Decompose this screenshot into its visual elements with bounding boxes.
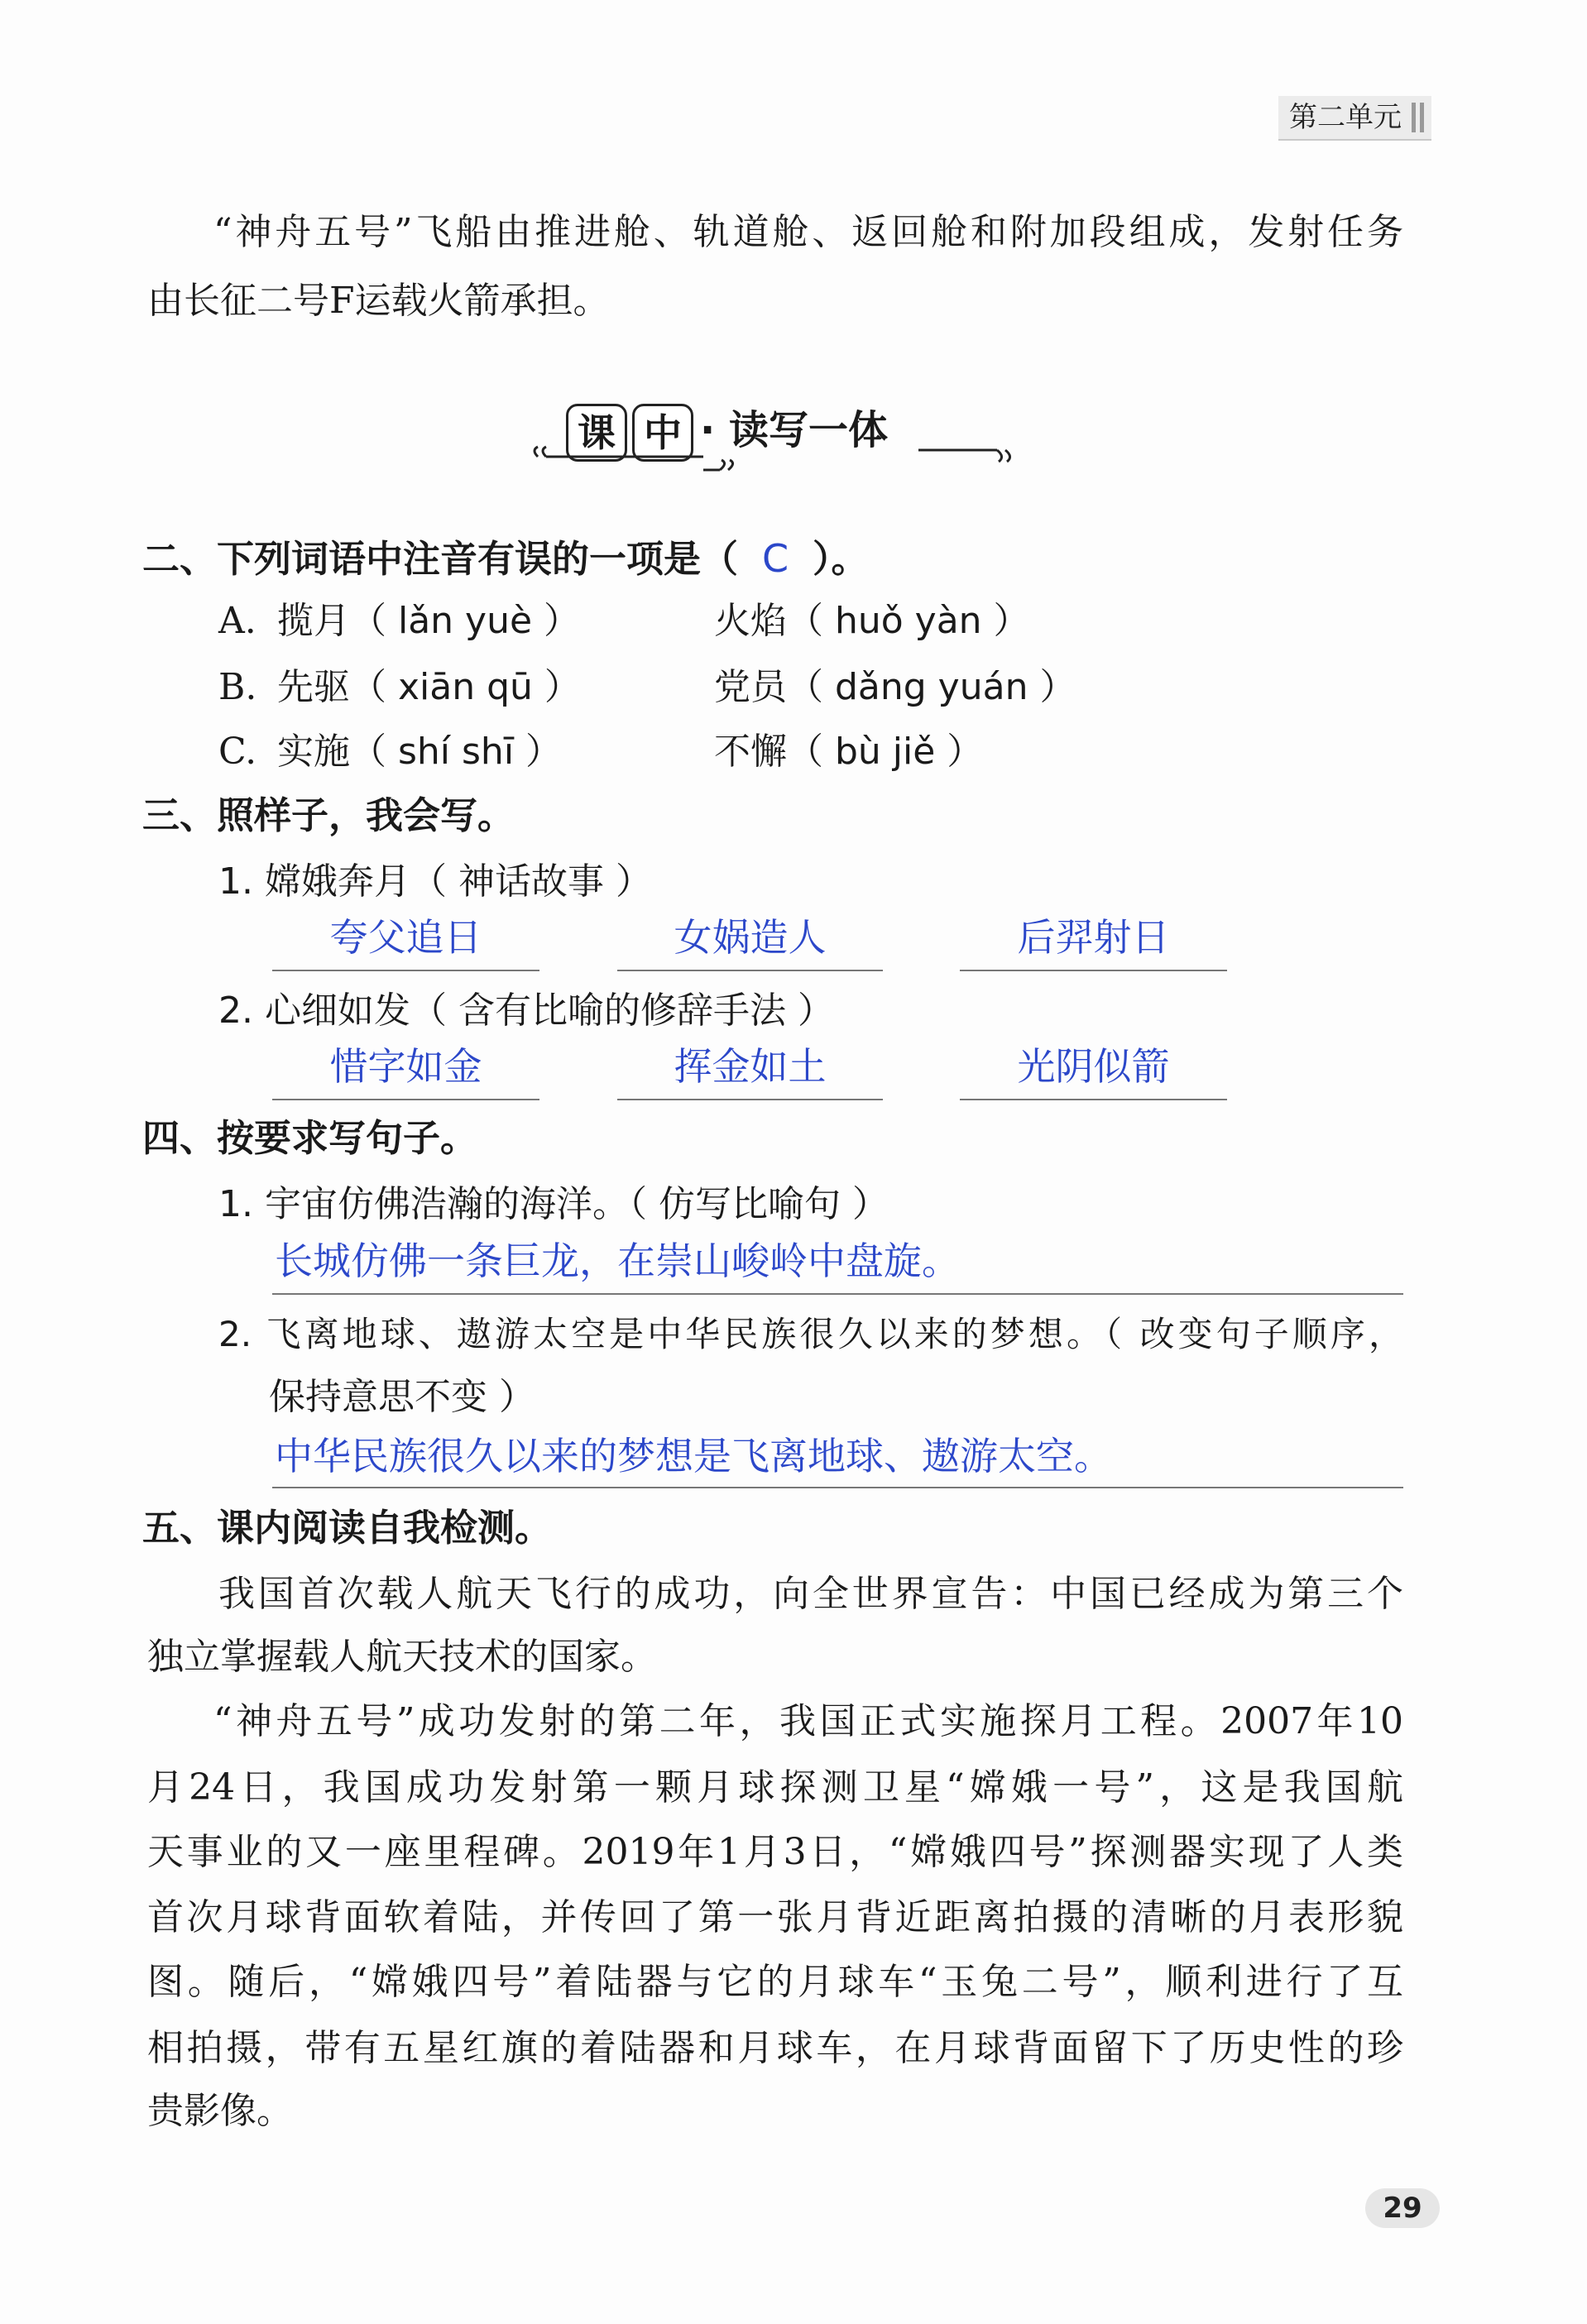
passage-line: 月24日，我国成功发射第一颗月球探测卫星“嫦娥一号”，这是我国航 [147,1766,1403,1809]
option-word-2: 党员（ dǎng yuán ） [714,666,1076,708]
q4-item-2-prompt-line-1: 2. 飞离地球、遨游太空是中华民族很久以来的梦想。（ 改变句子顺序， [218,1314,1403,1354]
unit-label: 第二单元 [1289,101,1402,134]
q3-item-2-answer-1: 惜字如金 [329,1044,482,1089]
answer-underline [272,1099,539,1100]
answer-underline [617,970,883,971]
section-title-text: · 读写一体 [700,407,888,453]
answer-underline [960,970,1227,971]
intro-line-1: “神舟五号”飞船由推进舱、轨道舱、返回舱和附加段组成，发射任务 [213,211,1403,253]
q4-item-1-answer: 长城仿佛一条巨龙，在崇山峻岭中盘旋。 [275,1239,960,1283]
page-number: 29 [1365,2188,1440,2228]
q3-item-1-prompt: 1. 嫦娥奔月（ 神话故事 ） [218,860,652,903]
q3-item-2-answer-2: 挥金如土 [674,1044,827,1089]
passage-line: 独立掌握载人航天技术的国家。 [147,1636,657,1678]
option-letter: C. [218,731,257,773]
section-swirl-decoration [530,438,1018,480]
q3-item-2-answer-3: 光阴似箭 [1017,1044,1170,1089]
passage-line: 天事业的又一座里程碑。2019年1月3日，“嫦娥四号”探测器实现了人类 [147,1831,1403,1873]
answer-underline [272,1487,1403,1488]
q3-item-1-answer-2: 女娲造人 [674,915,827,960]
q3-item-2-prompt: 2. 心细如发（ 含有比喻的修辞手法 ） [218,989,834,1032]
option-word-2: 火焰（ huǒ yàn ） [714,600,1030,642]
q4-heading: 四、按要求写句子。 [142,1116,478,1160]
unit-bar-decoration [1412,103,1416,132]
option-word-1: 实施（ shí shī ） [277,731,563,773]
passage-line: 相拍摄，带有五星红旗的着陆器和月球车，在月球背面留下了历史性的珍 [147,2027,1403,2069]
option-word-1: 揽月（ lǎn yuè ） [277,600,581,642]
q4-item-1-prompt: 1. 宇宙仿佛浩瀚的海洋。（ 仿写比喻句 ） [218,1183,889,1225]
section-box-zhong: 中 [632,404,693,462]
passage-line: 图。随后，“嫦娥四号”着陆器与它的月球车“玉兔二号”，顺利进行了互 [147,1961,1403,2003]
unit-bar-decoration [1420,103,1424,132]
option-word-1: 先驱（ xiān qū ） [277,666,581,708]
answer-underline [617,1099,883,1100]
q3-item-1-answer-3: 后羿射日 [1017,915,1170,960]
answer-underline [272,1293,1403,1295]
option-letter: A. [218,600,257,642]
option-word-2: 不懈（ bù jiě ） [714,731,984,773]
q2-answer: C [761,536,789,581]
q2-heading [142,534,869,583]
intro-line-2: 由长征二号F运载火箭承担。 [147,280,610,322]
section-box-ke: 课 [566,404,627,462]
q5-heading: 五、课内阅读自我检测。 [142,1506,553,1550]
passage-line: 首次月球背面软着陆，并传回了第一张月背近距离拍摄的清晰的月表形貌 [147,1896,1403,1938]
q2-close: ）。 [813,537,869,581]
answer-underline [960,1099,1227,1100]
passage-line: 贵影像。 [147,2090,293,2132]
q4-item-2-answer: 中华民族很久以来的梦想是飞离地球、遨游太空。 [275,1434,1112,1478]
passage-line: 我国首次载人航天飞行的成功，向全世界宣告：中国已经成为第三个 [218,1573,1403,1615]
q3-heading: 三、照样子，我会写。 [142,793,515,837]
answer-underline [272,970,539,971]
q3-item-1-answer-1: 夸父追日 [329,915,482,960]
q2-prompt: 二、下列词语中注音有误的一项是（ [142,537,739,581]
option-letter: B. [218,666,257,708]
q4-item-2-prompt-line-2: 保持意思不变 ） [269,1376,535,1418]
passage-line: “神舟五号”成功发射的第二年，我国正式实施探月工程。2007年10 [213,1700,1403,1742]
